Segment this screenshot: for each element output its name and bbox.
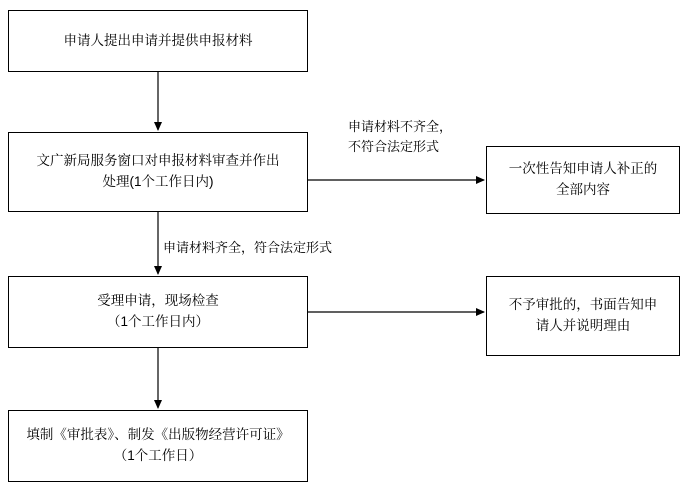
- node-review-line-1: 文广新局服务窗口对申报材料审查并作出: [36, 153, 280, 169]
- node-review-line-2: 处理(1个工作日内): [102, 174, 214, 189]
- node-refuse: [486, 276, 680, 356]
- node-issue: [8, 410, 308, 482]
- node-apply: [8, 10, 308, 72]
- node-accept-line-1: 受理申请，现场检查: [97, 293, 219, 309]
- node-refuse-line-2: 请人并说明理由: [535, 318, 631, 333]
- node-issue-line-1: 填制《审批表》、制发《出版物经营许可证》: [26, 427, 290, 443]
- node-notify-supplement-line-2: 全部内容: [556, 182, 610, 197]
- node-notify-supplement-line-1: 一次性告知申请人补正的: [508, 161, 658, 177]
- edge-label-complete: [163, 238, 332, 258]
- node-accept-line-2: （1个工作日内）: [106, 314, 209, 329]
- node-issue-line-2: （1个工作日）: [113, 448, 203, 463]
- node-accept: [8, 276, 308, 348]
- node-notify-supplement: [486, 146, 680, 214]
- node-refuse-line-1: 不予审批的，书面告知申: [508, 297, 658, 313]
- edge-label-complete-line-1: 申请材料齐全，符合法定形式: [163, 240, 333, 255]
- edge-label-not-complete-line-1: 申请材料不齐全，: [348, 119, 453, 134]
- edge-label-not-complete: [348, 117, 452, 156]
- edge-label-not-complete-line-2: 不符合法定形式: [348, 138, 440, 154]
- node-review: [8, 132, 308, 212]
- node-apply-line-1: 申请人提出申请并提供申报材料: [63, 32, 253, 48]
